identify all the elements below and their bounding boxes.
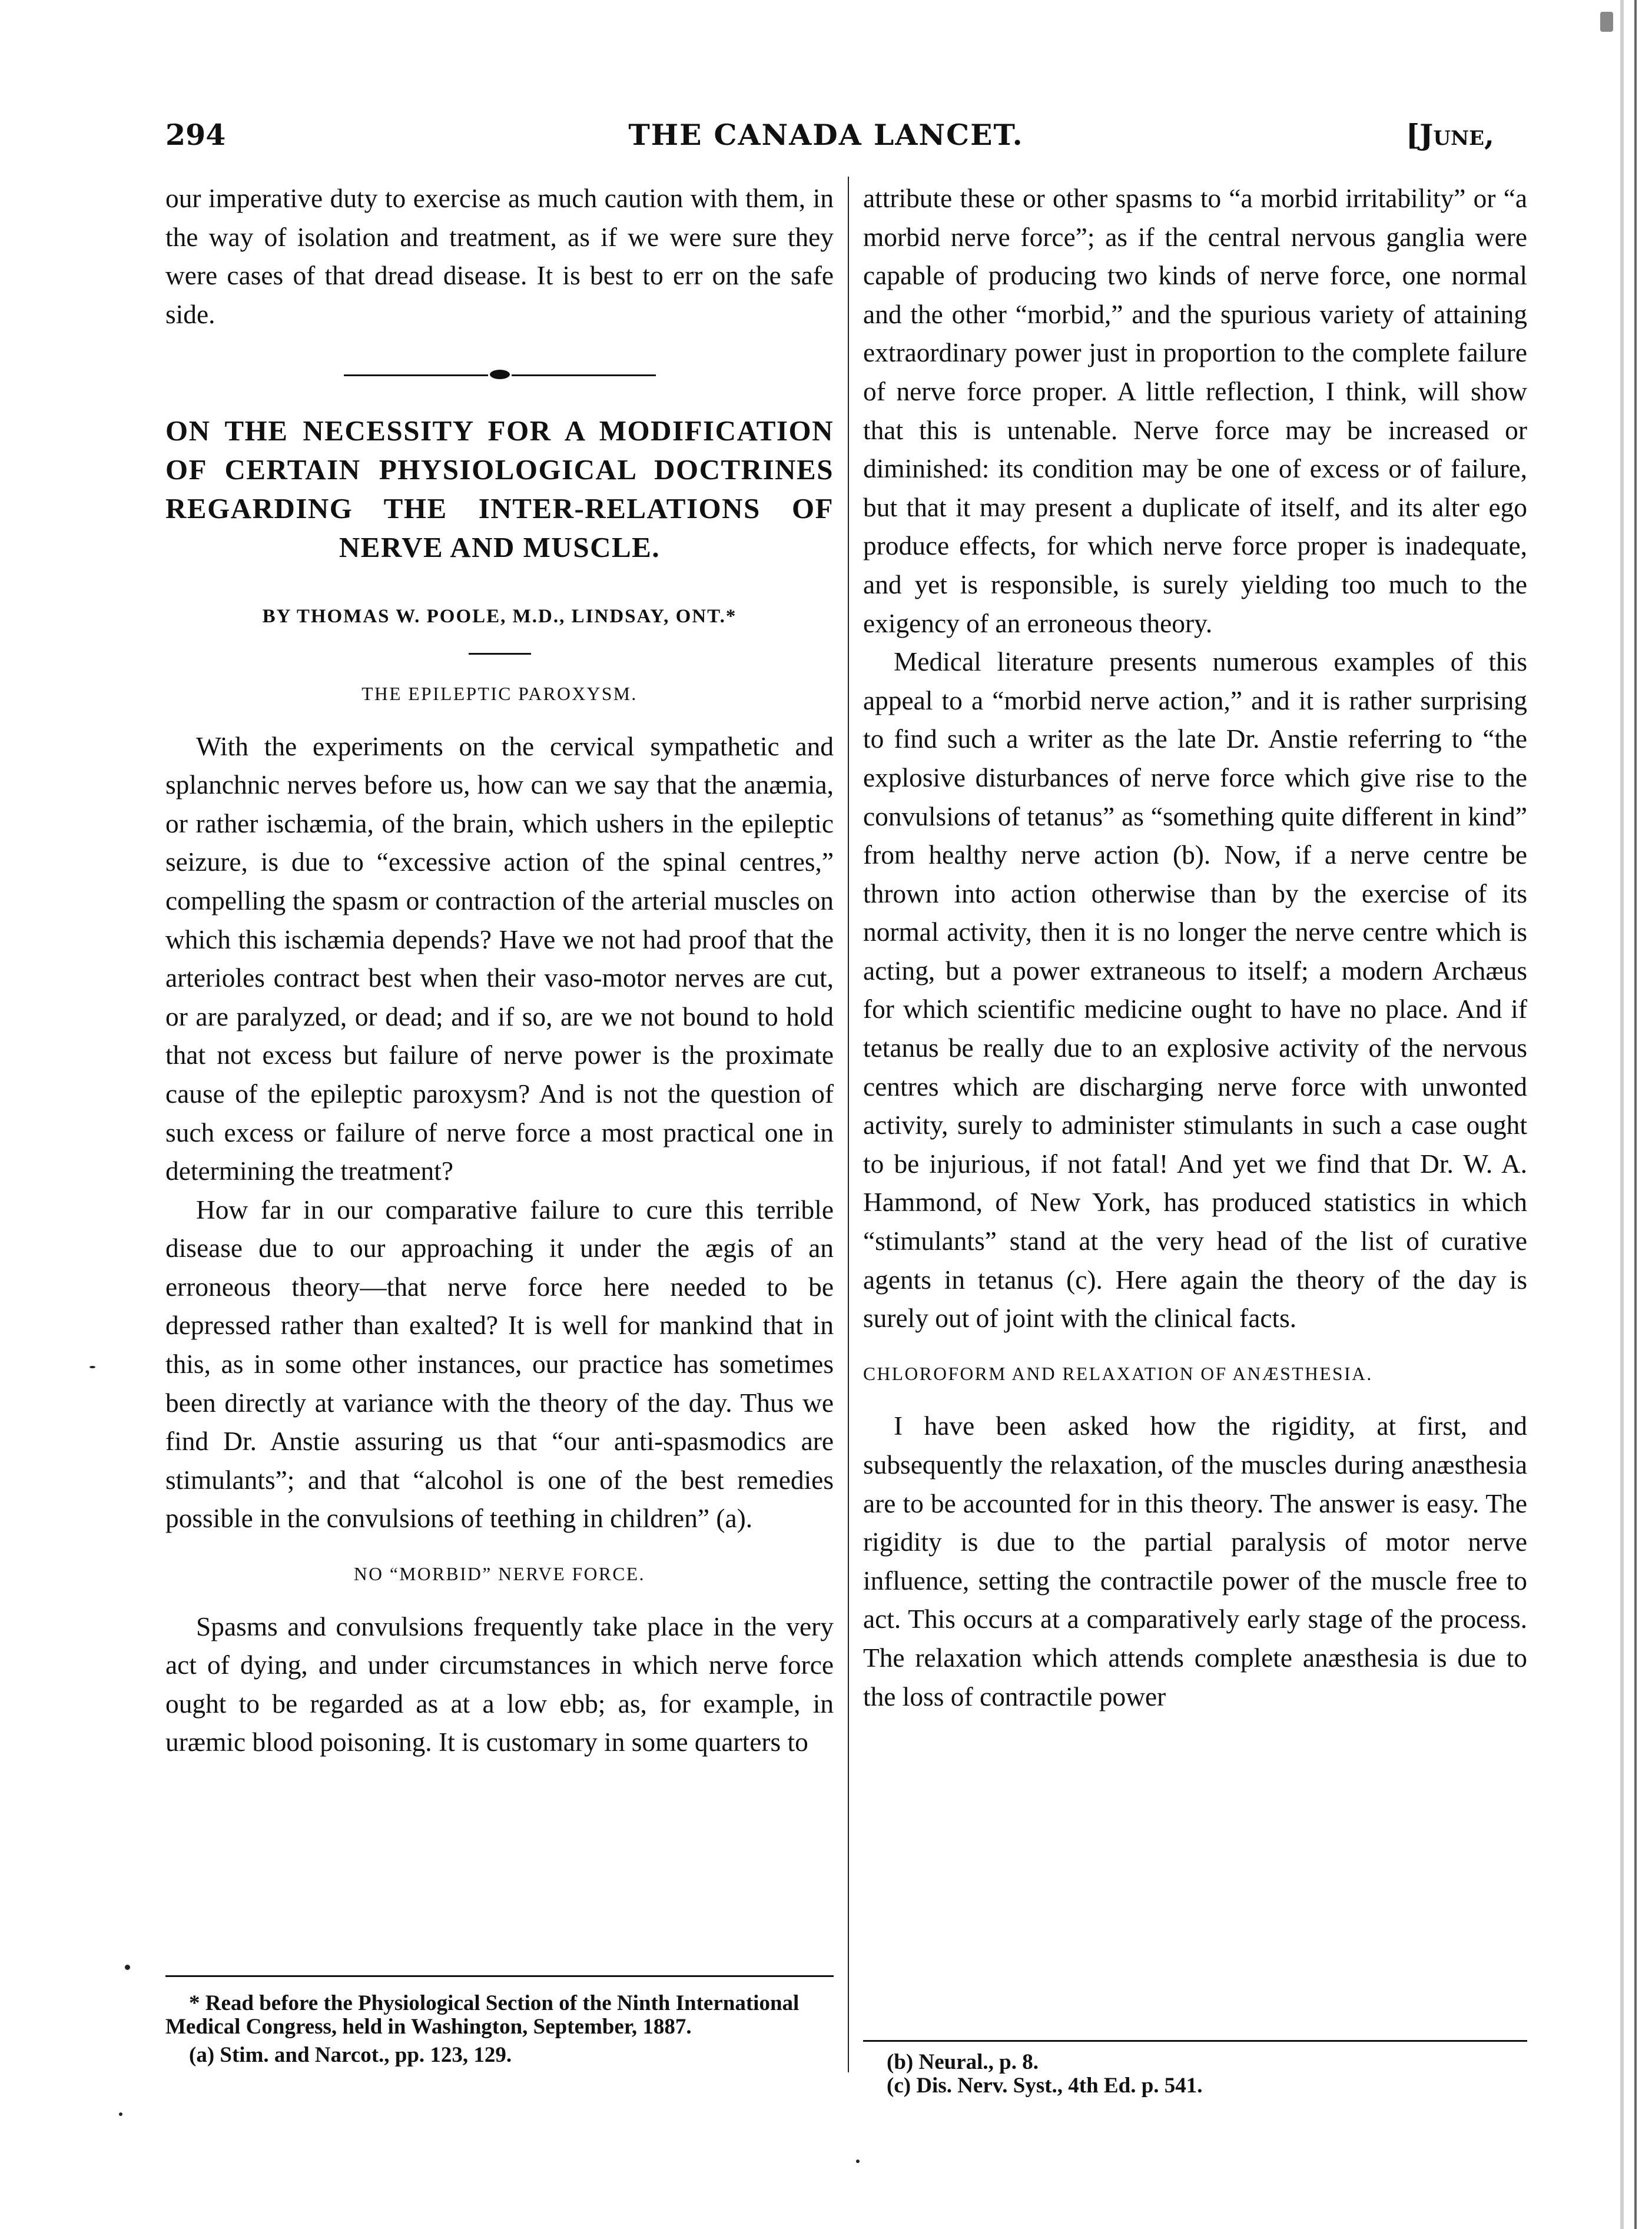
scan-speck bbox=[856, 2160, 860, 2163]
footnote-a: (a) Stim. and Narcot., pp. 123, 129. bbox=[189, 2043, 512, 2067]
body-paragraph: How far in our comparative failure to cure this terrible disease due to our approaching it under the ægis of an erroneous theory—that nerve force here needed to be depressed rather than exalted? It is well for mankind that in this, as in some other instances, our practice has sometimes been directly at variance with the theory of the day. Thus we find Dr. Anstie assuring us that “our anti-spasmodics are stimulants”; and that “alcohol is one of the best remedies possible in the convulsions of teething in children” (a). bbox=[165, 1195, 834, 1534]
section-ornament bbox=[344, 369, 656, 381]
scan-speck bbox=[89, 1366, 95, 1368]
left-column bbox=[165, 180, 834, 1762]
section-heading-epileptic: THE EPILEPTIC PAROXYSM. bbox=[361, 683, 638, 704]
footnotes-left bbox=[165, 1992, 834, 2067]
scan-speck bbox=[1600, 12, 1613, 32]
footnote-star: * Read before the Physiological Section of the Ninth International Medical Congress, held in Washington, September, 1887. bbox=[165, 1991, 800, 2039]
scan-speck bbox=[125, 1965, 130, 1970]
page-number: 294 bbox=[165, 118, 226, 152]
footnote-b: (b) Neural., p. 8. bbox=[887, 2050, 1039, 2074]
footnote-c: (c) Dis. Nerv. Syst., 4th Ed. p. 541. bbox=[887, 2074, 1203, 2098]
scan-edge bbox=[1620, 0, 1624, 2229]
body-paragraph: I have been asked how the rigidity, at first, and subsequently the relaxation, of the muscles during anæsthesia are to be accounted for in this theory. The answer is easy. The rigidity is due to the partial paralysis of motor nerve influence, setting the contractile power of the muscle free to act. This occurs at a comparatively early stage of the process. The relaxation which attends complete anæsthesia is due to the loss of contractile power bbox=[863, 1411, 1527, 1711]
scan-edge-dark bbox=[1634, 0, 1637, 2229]
body-paragraph: With the experiments on the cervical sympathetic and splanchnic nerves before us, how can we say that the anæmia, or rather ischæmia, of the brain, which ushers in the epileptic seizure, is due to “excessive action of the spinal centres,” compelling the spasm or contraction of the arterial muscles on which this ischæmia depends? Have we not had proof that the arterioles contract best when their vaso-motor nerves are cut, or are paralyzed, or dead; and if so, are we not bound to hold that not excess but failure of nerve power is the proximate cause of the epileptic paroxysm? And is not the question of such excess or failure of nerve force a most practical one in determining the treatment? bbox=[165, 731, 834, 1186]
section-heading-chloroform: CHLOROFORM AND RELAXATION OF ANÆSTHESIA. bbox=[863, 1363, 1373, 1384]
footnotes-right bbox=[863, 2051, 1527, 2098]
column-divider bbox=[848, 177, 849, 2072]
continued-paragraph: our imperative duty to exercise as much caution with them, in the way of isolation and treatment, as if we were sure they were cases of that dread disease. It is best to err on the safe side. bbox=[165, 184, 834, 329]
body-paragraph: Spasms and convulsions frequently take place in the very act of dying, and under circumstances in which nerve force ought to be regarded as at a low ebb; as, for example, in uræmic blood poisoning. It is customary in some quarters to bbox=[165, 1611, 834, 1757]
continued-paragraph: attribute these or other spasms to “a morbid irritability” or “a morbid nerve force”; as if the central nervous ganglia were capable of producing two kinds of nerve force, one normal and the other “morbid,” and the spurious variety of attaining extraordinary power just in proportion to the complete failure of nerve force proper. A little reflection, I think, will show that this is untenable. Nerve force may be increased or diminished: its condition may be one of excess or of failure, but that it may present a duplicate of itself, and its alter ego produce effects, for which nerve force proper is inadequate, and yet is responsible, is surely yielding too much to the exigency of an erroneous theory. bbox=[863, 184, 1527, 638]
footnote-rule-right bbox=[863, 2040, 1527, 2042]
footnote-rule-left bbox=[165, 1975, 834, 1977]
right-column bbox=[863, 180, 1527, 1716]
running-head-title: THE CANADA LANCET. bbox=[628, 118, 1024, 152]
section-heading-morbid: NO “MORBID” NERVE FORCE. bbox=[354, 1564, 645, 1585]
running-head-month: [June, bbox=[1406, 118, 1495, 152]
scan-speck bbox=[119, 2112, 122, 2116]
author-byline: BY THOMAS W. POOLE, M.D., LINDSAY, ONT.* bbox=[262, 606, 737, 628]
article-title: ON THE NECESSITY FOR A MODIFICATION OF CERTAIN PHYSIOLOGICAL DOCTRINES REGARDING THE INTER-RELATIONS OF NERVE AND MUSCLE. bbox=[165, 414, 834, 564]
body-paragraph: Medical literature presents numerous examples of this appeal to a “morbid nerve action,” and it is rather surprising to find such a writer as the late Dr. Anstie referring to “the explosive disturbances of nerve force which give rise to the convulsions of tetanus” as “something quite different in kind” from healthy nerve action (b). Now, if a nerve centre be thrown into action otherwise than by the exercise of its normal activity, then it is no longer the nerve centre which is acting, but a power extraneous to itself; a modern Archæus for which scientific medicine ought to have no place. And if tetanus be really due to an explosive activity of the nervous centres which are discharging nerve force with unwonted activity, surely to administer stimulants in such a case ought to be injurious, if not fatal! And yet we find that Dr. W. A. Hammond, of New York, has produced statistics in which “stimulants” stand at the very head of the list of curative agents in tetanus (c). Here again the theory of the day is surely out of joint with the clinical facts. bbox=[863, 647, 1527, 1334]
byline-rule bbox=[469, 653, 531, 655]
